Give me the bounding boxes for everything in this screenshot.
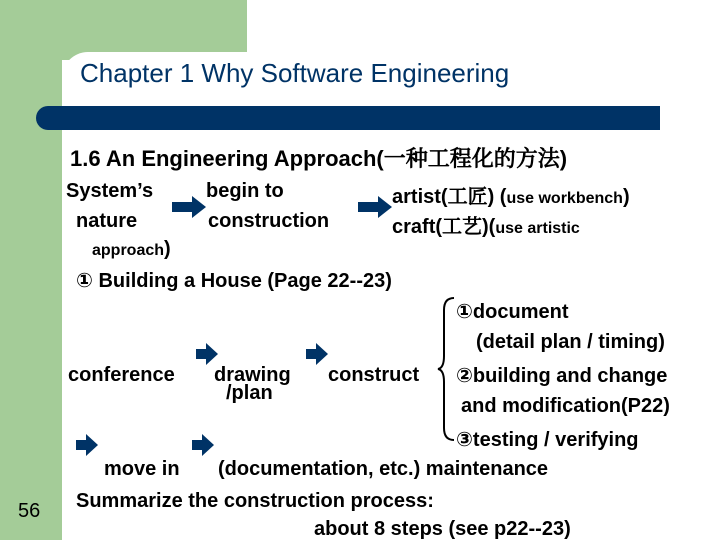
page-number: 56	[18, 500, 41, 522]
artist-line	[392, 180, 630, 209]
drawing-label: drawing	[214, 364, 291, 386]
summary-steps: about 8 steps (see p22--23)	[314, 518, 571, 540]
title-underline-band	[36, 106, 660, 130]
plan-label: /plan	[226, 382, 273, 404]
conference-label: conference	[68, 364, 175, 386]
artist-text: artist(工匠) (	[392, 186, 507, 208]
right-arrow-icon	[76, 434, 98, 456]
approach-line	[92, 238, 171, 261]
step-item: ③testing / verifying	[456, 429, 639, 451]
step-item: ①document	[456, 301, 569, 323]
example-heading: ① Building a House (Page 22--23)	[76, 270, 392, 292]
right-arrow-icon	[358, 196, 392, 218]
right-arrow-icon	[306, 343, 328, 365]
top-accent-block	[0, 0, 247, 60]
move-in-label: move in	[104, 458, 180, 480]
summary-line: Summarize the construction process:	[76, 490, 434, 512]
artist-close: )	[622, 186, 630, 208]
workbench-text: use workbench	[506, 190, 623, 207]
right-arrow-icon	[192, 434, 214, 456]
construction-label: construction	[208, 210, 330, 232]
maintenance-label: (documentation, etc.) maintenance	[218, 458, 549, 480]
slide-title: Chapter 1 Why Software Engineering	[80, 58, 510, 88]
right-arrow-icon	[172, 196, 206, 218]
systems-nature-line1: System’s	[66, 180, 154, 202]
step-item: and modification(P22)	[461, 395, 670, 417]
approach-close: )	[164, 238, 171, 260]
artistic-text: use artistic	[495, 220, 580, 237]
step-item: ②building and change	[456, 365, 668, 387]
right-brace-icon	[436, 296, 456, 442]
construct-label: construct	[328, 364, 420, 386]
craft-text: craft(工艺)(	[392, 216, 496, 238]
approach-text: approach	[92, 242, 165, 259]
begin-to-label: begin to	[206, 180, 284, 202]
left-accent-bar	[0, 0, 62, 540]
step-item: (detail plan / timing)	[476, 331, 665, 353]
section-heading: 1.6 An Engineering Approach(一种工程化的方法)	[70, 146, 568, 171]
systems-nature-line2: nature	[76, 210, 138, 232]
craft-line	[392, 210, 580, 239]
right-arrow-icon	[196, 343, 218, 365]
